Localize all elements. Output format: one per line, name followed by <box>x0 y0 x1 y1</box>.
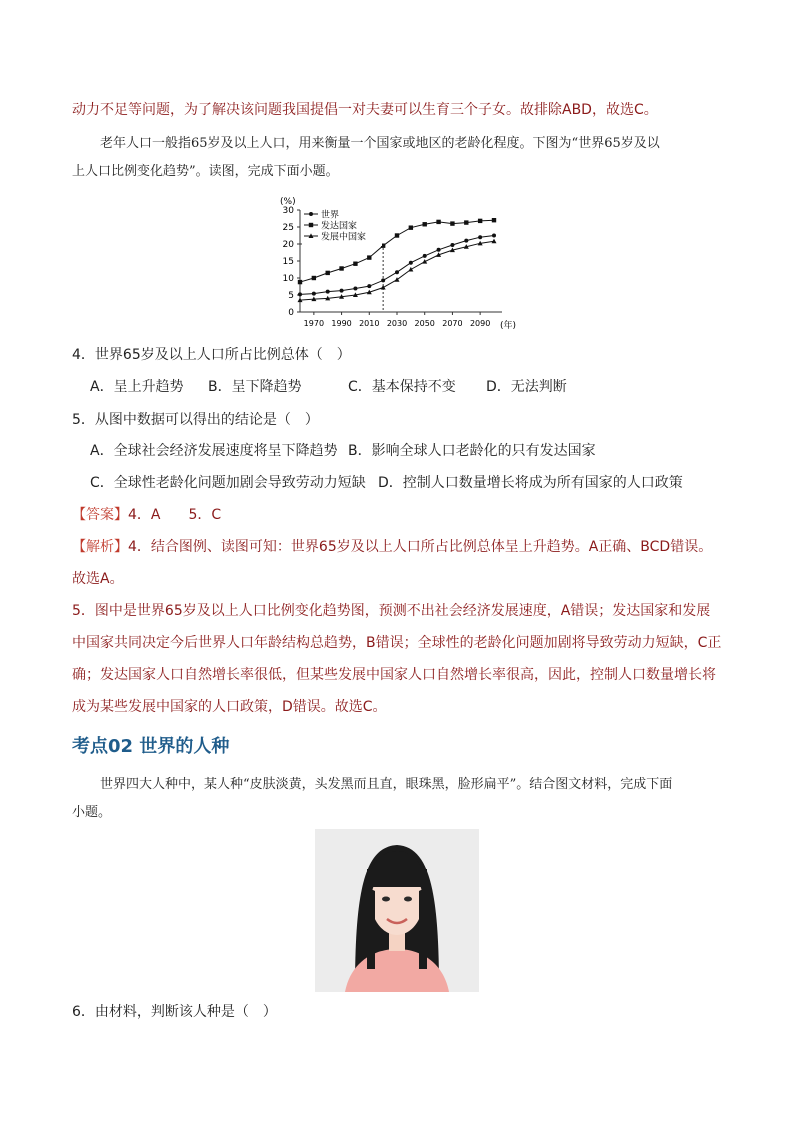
q4-option-a: A．呈上升趋势 <box>90 379 184 395</box>
y-tick-label: 30 <box>282 206 294 216</box>
analysis-line2: 故选A。 <box>72 571 124 587</box>
y-tick-label: 5 <box>288 291 294 301</box>
x-unit-label: (年) <box>500 321 517 331</box>
data-point-square <box>478 219 482 223</box>
data-point-triangle <box>422 259 427 264</box>
passage2-line1: 世界四大人种中，某人种“皮肤淡黄，头发黑而且直，眼珠黑，脸形扁平”。结合图文材料，完成下面 <box>100 777 673 792</box>
x-tick-label: 2070 <box>442 319 463 328</box>
data-point-circle <box>312 292 316 296</box>
q6-stem: 6．由材料，判断该人种是（ ） <box>72 1004 277 1020</box>
chart-legend <box>302 206 382 246</box>
y-tick-label: 15 <box>282 257 294 267</box>
y-tick-label: 0 <box>288 308 294 318</box>
data-point-circle <box>409 261 413 265</box>
data-point-circle <box>395 270 399 274</box>
legend-marker <box>309 223 313 227</box>
analysis-line5: 确；发达国家人口自然增长率很低，但某些发展中国家人口自然增长率很高，因此，控制人口数量增长将 <box>72 667 716 683</box>
y-unit-label: (%) <box>280 197 296 207</box>
q4-option-c: C．基本保持不变 <box>348 379 456 395</box>
x-tick-label: 2090 <box>469 319 491 328</box>
portrait-photo <box>315 829 479 992</box>
passage1-line2: 上人口比例变化趋势”。读图，完成下面小题。 <box>72 164 339 179</box>
data-point-circle <box>326 290 330 294</box>
q4-stem: 4．世界65岁及以上人口所占比例总体（ ） <box>72 347 351 363</box>
q5-stem: 5．从图中数据可以得出的结论是（ ） <box>72 412 319 428</box>
portrait-illustration <box>315 829 479 992</box>
data-point-square <box>298 280 302 284</box>
data-point-circle <box>381 278 385 282</box>
x-tick-label: 2010 <box>359 319 380 328</box>
aging-trend-chart <box>262 192 524 334</box>
analysis-line1 <box>72 537 732 557</box>
x-tick-label: 1970 <box>303 319 325 328</box>
answer-text: 4．A 5．C <box>128 507 222 523</box>
data-point-circle <box>353 287 357 291</box>
y-tick-label: 25 <box>282 223 294 233</box>
y-tick-label: 20 <box>282 240 294 250</box>
data-point-square <box>409 225 413 229</box>
data-point-square <box>339 266 343 270</box>
analysis-line3: 5．图中是世界65岁及以上人口比例变化趋势图，预测不出社会经济发展速度，A错误；发达国家和发展 <box>72 603 711 619</box>
analysis-line4: 中国家共同决定今后世界人口年龄结构总趋势，B错误；全球性的老龄化问题加剧将导致劳动力短缺，C正 <box>72 635 722 651</box>
data-point-circle <box>437 248 441 252</box>
data-point-square <box>464 220 468 224</box>
q4-option-d: D．无法判断 <box>486 379 567 395</box>
legend-label: 世界 <box>321 210 340 221</box>
data-point-square <box>367 255 371 259</box>
data-point-triangle <box>381 285 386 290</box>
y-tick-label: 10 <box>282 274 294 284</box>
data-point-circle <box>464 239 468 243</box>
answer-label: 【答案】 <box>72 507 128 523</box>
data-point-square <box>353 262 357 266</box>
x-tick-label: 2050 <box>414 319 435 328</box>
legend-label: 发展中国家 <box>321 232 367 243</box>
data-point-square <box>423 222 427 226</box>
data-point-circle <box>450 243 454 247</box>
data-point-circle <box>367 284 371 288</box>
q5-option-a: A．全球社会经济发展速度将呈下降趋势 <box>90 443 338 459</box>
analysis-text-1: 4．结合图例、读图可知：世界65岁及以上人口所占比例总体呈上升趋势。A正确、BCD错误。 <box>128 539 713 555</box>
section-heading: 考点02 世界的人种 <box>72 736 230 757</box>
data-point-circle <box>298 292 302 296</box>
data-point-triangle <box>492 239 497 244</box>
data-point-triangle <box>408 267 413 272</box>
x-tick-label: 1990 <box>331 319 352 328</box>
passage1-line1: 老年人口一般指65岁及以上人口，用来衡量一个国家或地区的老龄化程度。下图为“世界65岁及以 <box>100 136 660 151</box>
q5-option-b: B．影响全球人口老龄化的只有发达国家 <box>348 443 596 459</box>
q4-option-b: B．呈下降趋势 <box>208 379 302 395</box>
answer-line <box>72 505 732 525</box>
q5-option-d: D．控制人口数量增长将成为所有国家的人口政策 <box>378 475 683 491</box>
data-point-square <box>395 233 399 237</box>
passage2-line2: 小题。 <box>72 805 112 820</box>
data-point-square <box>492 218 496 222</box>
legend-label: 发达国家 <box>321 221 358 232</box>
legend-marker <box>309 212 313 216</box>
data-point-circle <box>492 234 496 238</box>
data-point-circle <box>340 289 344 293</box>
data-point-circle <box>423 254 427 258</box>
data-point-circle <box>478 235 482 239</box>
data-point-triangle <box>395 277 400 282</box>
x-tick-label: 2030 <box>386 319 408 328</box>
analysis-label: 【解析】 <box>72 539 128 555</box>
data-point-square <box>450 221 454 225</box>
data-point-square <box>436 220 440 224</box>
data-point-square <box>312 276 316 280</box>
analysis-line6: 成为某些发展中国家的人口政策，D错误。故选C。 <box>72 699 387 715</box>
intro-text: 动力不足等问题，为了解决该问题我国提倡一对夫妻可以生育三个子女。故排除ABD，故选C。 <box>72 102 658 118</box>
data-point-square <box>326 271 330 275</box>
q5-option-c: C．全球性老龄化问题加剧会导致劳动力短缺 <box>90 475 366 491</box>
